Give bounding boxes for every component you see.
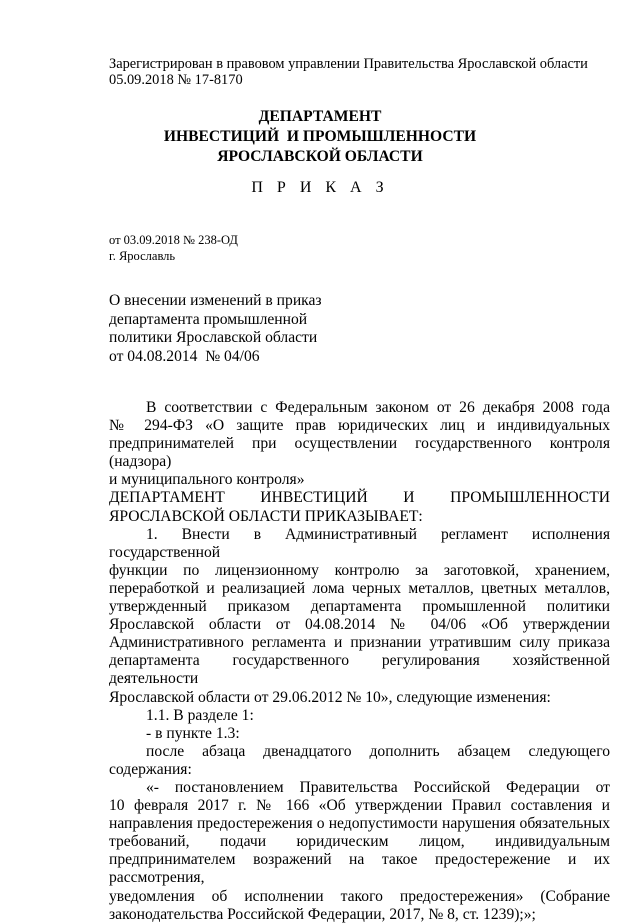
body-line: № 294-ФЗ «О защите прав юридических лиц и индивидуальных: [109, 417, 610, 435]
body-line: содержания:: [109, 760, 192, 778]
body-line: уведомления об исполнении такого предостережения» (Собрание: [109, 887, 610, 905]
department-line: ЯРОСЛАВСКОЙ ОБЛАСТИ: [217, 148, 423, 165]
registration-line: Зарегистрирован в правовом управлении Правительства Ярославской области: [109, 56, 588, 72]
body-line: переработкой и реализацией лома черных металлов, цветных металлов,: [109, 579, 610, 597]
body-line: 1. Внести в Административный регламент исполнения государственной: [109, 525, 610, 561]
body-line: требований, подачи юридическим лицом, индивидуальным: [109, 833, 610, 851]
body-line: ДЕПАРТАМЕНТ ИНВЕСТИЦИЙ И ПРОМЫШЛЕННОСТИ: [109, 489, 610, 507]
department-line: ИНВЕСТИЦИЙ И ПРОМЫШЛЕННОСТИ: [163, 128, 477, 145]
department-line: ДЕПАРТАМЕНТ: [258, 108, 382, 125]
body-line: и муниципального контроля»: [109, 471, 305, 489]
body-line: «- постановлением Правительства Российской Федерации от: [146, 778, 610, 796]
subject-line: от 04.08.2014 № 04/06: [109, 348, 260, 366]
subject-line: политики Ярославской области: [109, 329, 318, 347]
body-line: департамента государственного регулирования хозяйственной деятельности: [109, 652, 610, 688]
body-line: Ярославской области от 29.06.2012 № 10», следующие изменения:: [109, 688, 551, 706]
order-body: [109, 399, 610, 924]
subject-line: департамента промышленной: [109, 310, 308, 328]
body-line: законодательства Российской Федерации, 2017, № 8, ст. 1239);»;: [109, 905, 536, 923]
body-line: В соответствии с Федеральным законом от 26 декабря 2008 года: [146, 399, 610, 416]
body-line: предпринимателем возражений на такое предостережение и их рассмотрения,: [109, 851, 610, 887]
body-line: - в пункте 1.3:: [146, 724, 240, 742]
body-line: направления предостережения о недопустимости нарушения обязательных: [109, 815, 610, 833]
subject-line: О внесении изменений в приказ: [109, 292, 322, 309]
body-line: функции по лицензионному контролю за заготовкой, хранением,: [109, 561, 610, 579]
order-meta: [109, 232, 238, 264]
body-line: предпринимателей при осуществлении государственного контроля (надзора): [109, 435, 610, 471]
order-subject: [109, 292, 322, 367]
body-line: Ярославской области от 04.08.2014 № 04/06 «Об утверждении: [109, 616, 610, 634]
body-line: 1.1. В разделе 1:: [146, 706, 254, 724]
body-line: 10 февраля 2017 г. № 166 «Об утверждении Правил составления и: [109, 797, 610, 815]
order-date-number: от 03.09.2018 № 238-ОД: [109, 233, 238, 247]
order-city: г. Ярославль: [109, 249, 176, 263]
registration-note: [109, 56, 609, 88]
body-line: утвержденный приказом департамента промышленной политики: [109, 598, 610, 616]
department-header: [0, 107, 640, 167]
body-line: Административного регламента и признании утратившим силу приказа: [109, 634, 610, 652]
body-line: после абзаца двенадцатого дополнить абзацем следующего: [146, 742, 610, 760]
registration-number: 05.09.2018 № 17-8170: [109, 72, 243, 88]
body-line: ЯРОСЛАВСКОЙ ОБЛАСТИ ПРИКАЗЫВАЕТ:: [109, 507, 423, 525]
document-type-title: П Р И К А З: [251, 179, 389, 196]
